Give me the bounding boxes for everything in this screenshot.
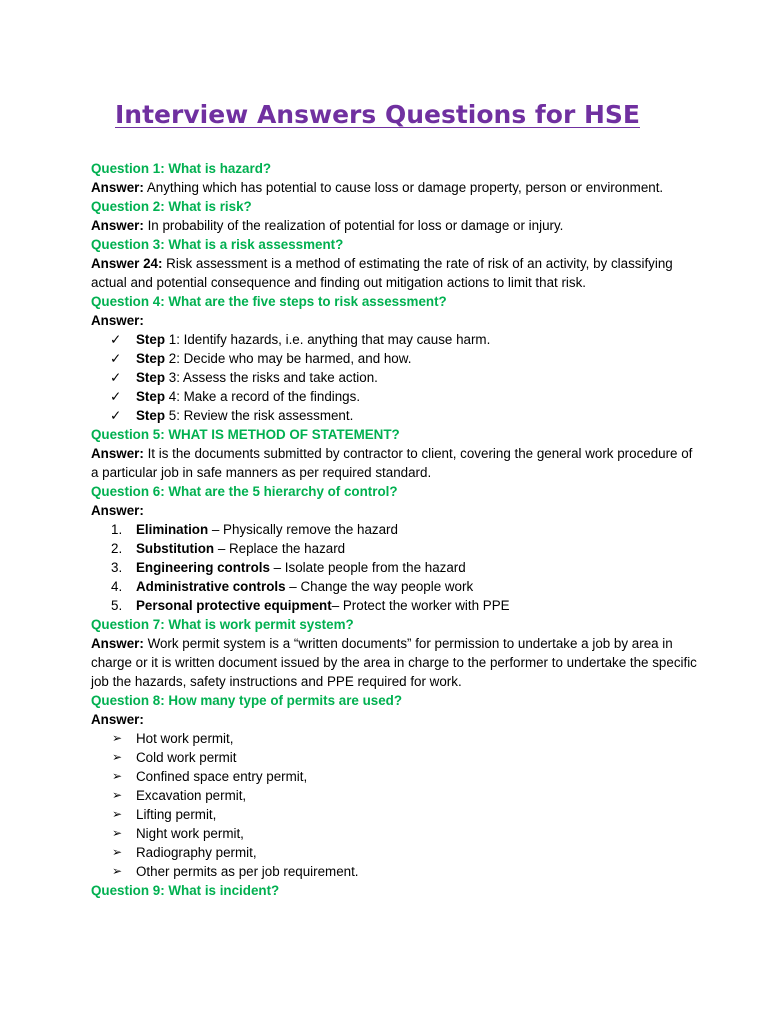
answer-8 — [91, 710, 701, 729]
permits-list — [91, 729, 701, 881]
question-3: Question 3: What is a risk assessment? — [91, 237, 344, 252]
arrow-bullet-icon: ➢ — [112, 864, 123, 878]
step-text: 2: Decide who may be harmed, and how. — [165, 351, 412, 366]
answer-label: Answer: — [91, 218, 144, 233]
permit-text: Other permits as per job requirement. — [136, 864, 359, 879]
step-label: Step — [136, 351, 166, 366]
answer-2 — [91, 216, 701, 235]
question-2: Question 2: What is risk? — [91, 199, 252, 214]
list-number: 3. — [111, 560, 123, 575]
list-item — [91, 330, 701, 349]
permit-text: Radiography permit, — [136, 845, 257, 860]
answer-7 — [91, 634, 701, 691]
answer-text: Work permit system is a “written documents” for permission to undertake a job by area in charge or it is written document issued by the area in charge to the performer to undertake the specific job the hazards, safety instructions and PPE required for work. — [91, 636, 697, 689]
step-label: Step — [136, 370, 166, 385]
list-number: 1. — [111, 522, 123, 537]
control-text: – Protect the worker with PPE — [331, 598, 510, 613]
checkmark-icon: ✓ — [110, 389, 122, 404]
arrow-bullet-icon: ➢ — [112, 845, 123, 859]
step-label: Step — [136, 389, 166, 404]
control-text: – Replace the hazard — [214, 541, 346, 556]
permit-text: Cold work permit — [136, 750, 237, 765]
answer-label: Answer: — [91, 313, 144, 328]
list-item — [91, 824, 701, 843]
answer-label: Answer 24: — [91, 256, 163, 271]
list-item — [91, 786, 701, 805]
answer-label: Answer: — [91, 180, 144, 195]
answer-text: In probability of the realization of potential for loss or damage or injury. — [143, 218, 564, 233]
answer-text: Anything which has potential to cause loss or damage property, person or environment. — [143, 180, 664, 195]
answer-4 — [91, 311, 701, 330]
control-label: Administrative controls — [136, 579, 286, 594]
list-item — [91, 520, 701, 539]
document-title: Interview Answers Questions for HSE — [115, 100, 640, 129]
list-item — [91, 596, 701, 615]
permit-text: Night work permit, — [136, 826, 244, 841]
answer-3 — [91, 254, 701, 292]
control-text: – Isolate people from the hazard — [269, 560, 466, 575]
list-item — [91, 349, 701, 368]
question-1: Question 1: What is hazard? — [91, 161, 272, 176]
step-text: 5: Review the risk assessment. — [165, 408, 354, 423]
step-label: Step — [136, 408, 166, 423]
list-item — [91, 748, 701, 767]
arrow-bullet-icon: ➢ — [112, 826, 123, 840]
list-item — [91, 862, 701, 881]
list-item — [91, 406, 701, 425]
list-item — [91, 558, 701, 577]
control-label: Personal protective equipment — [136, 598, 332, 613]
question-9: Question 9: What is incident? — [91, 883, 280, 898]
answer-label: Answer: — [91, 503, 144, 518]
answer-5 — [91, 444, 701, 482]
permit-text: Confined space entry permit, — [136, 769, 308, 784]
checkmark-icon: ✓ — [110, 408, 122, 423]
list-item — [91, 843, 701, 862]
permit-text: Lifting permit, — [136, 807, 217, 822]
checkmark-icon: ✓ — [110, 351, 122, 366]
answer-label: Answer: — [91, 446, 144, 461]
arrow-bullet-icon: ➢ — [112, 731, 123, 745]
control-text: – Change the way people work — [285, 579, 474, 594]
answer-1 — [91, 178, 701, 197]
list-number: 2. — [111, 541, 123, 556]
permit-text: Hot work permit, — [136, 731, 234, 746]
control-label: Substitution — [136, 541, 215, 556]
list-item — [91, 539, 701, 558]
step-label: Step — [136, 332, 166, 347]
question-6: Question 6: What are the 5 hierarchy of control? — [91, 484, 398, 499]
step-text: 4: Make a record of the findings. — [165, 389, 361, 404]
hierarchy-list — [91, 520, 701, 615]
arrow-bullet-icon: ➢ — [112, 769, 123, 783]
permit-text: Excavation permit, — [136, 788, 247, 803]
answer-text: Risk assessment is a method of estimating the rate of risk of an activity, by classifying actual and potential consequence and finding out mitigation actions to limit that risk. — [91, 256, 673, 290]
arrow-bullet-icon: ➢ — [112, 750, 123, 764]
arrow-bullet-icon: ➢ — [112, 807, 123, 821]
question-4: Question 4: What are the five steps to risk assessment? — [91, 294, 447, 309]
checkmark-icon: ✓ — [110, 332, 122, 347]
list-number: 4. — [111, 579, 123, 594]
list-item — [91, 577, 701, 596]
question-8: Question 8: How many type of permits are used? — [91, 693, 403, 708]
control-label: Engineering controls — [136, 560, 270, 575]
answer-label: Answer: — [91, 636, 144, 651]
checkmark-icon: ✓ — [110, 370, 122, 385]
arrow-bullet-icon: ➢ — [112, 788, 123, 802]
answer-label: Answer: — [91, 712, 144, 727]
document-body — [91, 159, 701, 900]
list-item — [91, 805, 701, 824]
step-text: 1: Identify hazards, i.e. anything that may cause harm. — [165, 332, 491, 347]
control-label: Elimination — [136, 522, 209, 537]
list-number: 5. — [111, 598, 123, 613]
answer-text: It is the documents submitted by contractor to client, covering the general work procedure of a particular job in safe manners as per required standard. — [91, 446, 693, 480]
answer-6 — [91, 501, 701, 520]
question-7: Question 7: What is work permit system? — [91, 617, 354, 632]
control-text: – Physically remove the hazard — [208, 522, 398, 537]
list-item — [91, 368, 701, 387]
steps-list — [91, 330, 701, 425]
step-text: 3: Assess the risks and take action. — [165, 370, 378, 385]
list-item — [91, 767, 701, 786]
list-item — [91, 729, 701, 748]
question-5: Question 5: WHAT IS METHOD OF STATEMENT? — [91, 427, 400, 442]
list-item — [91, 387, 701, 406]
